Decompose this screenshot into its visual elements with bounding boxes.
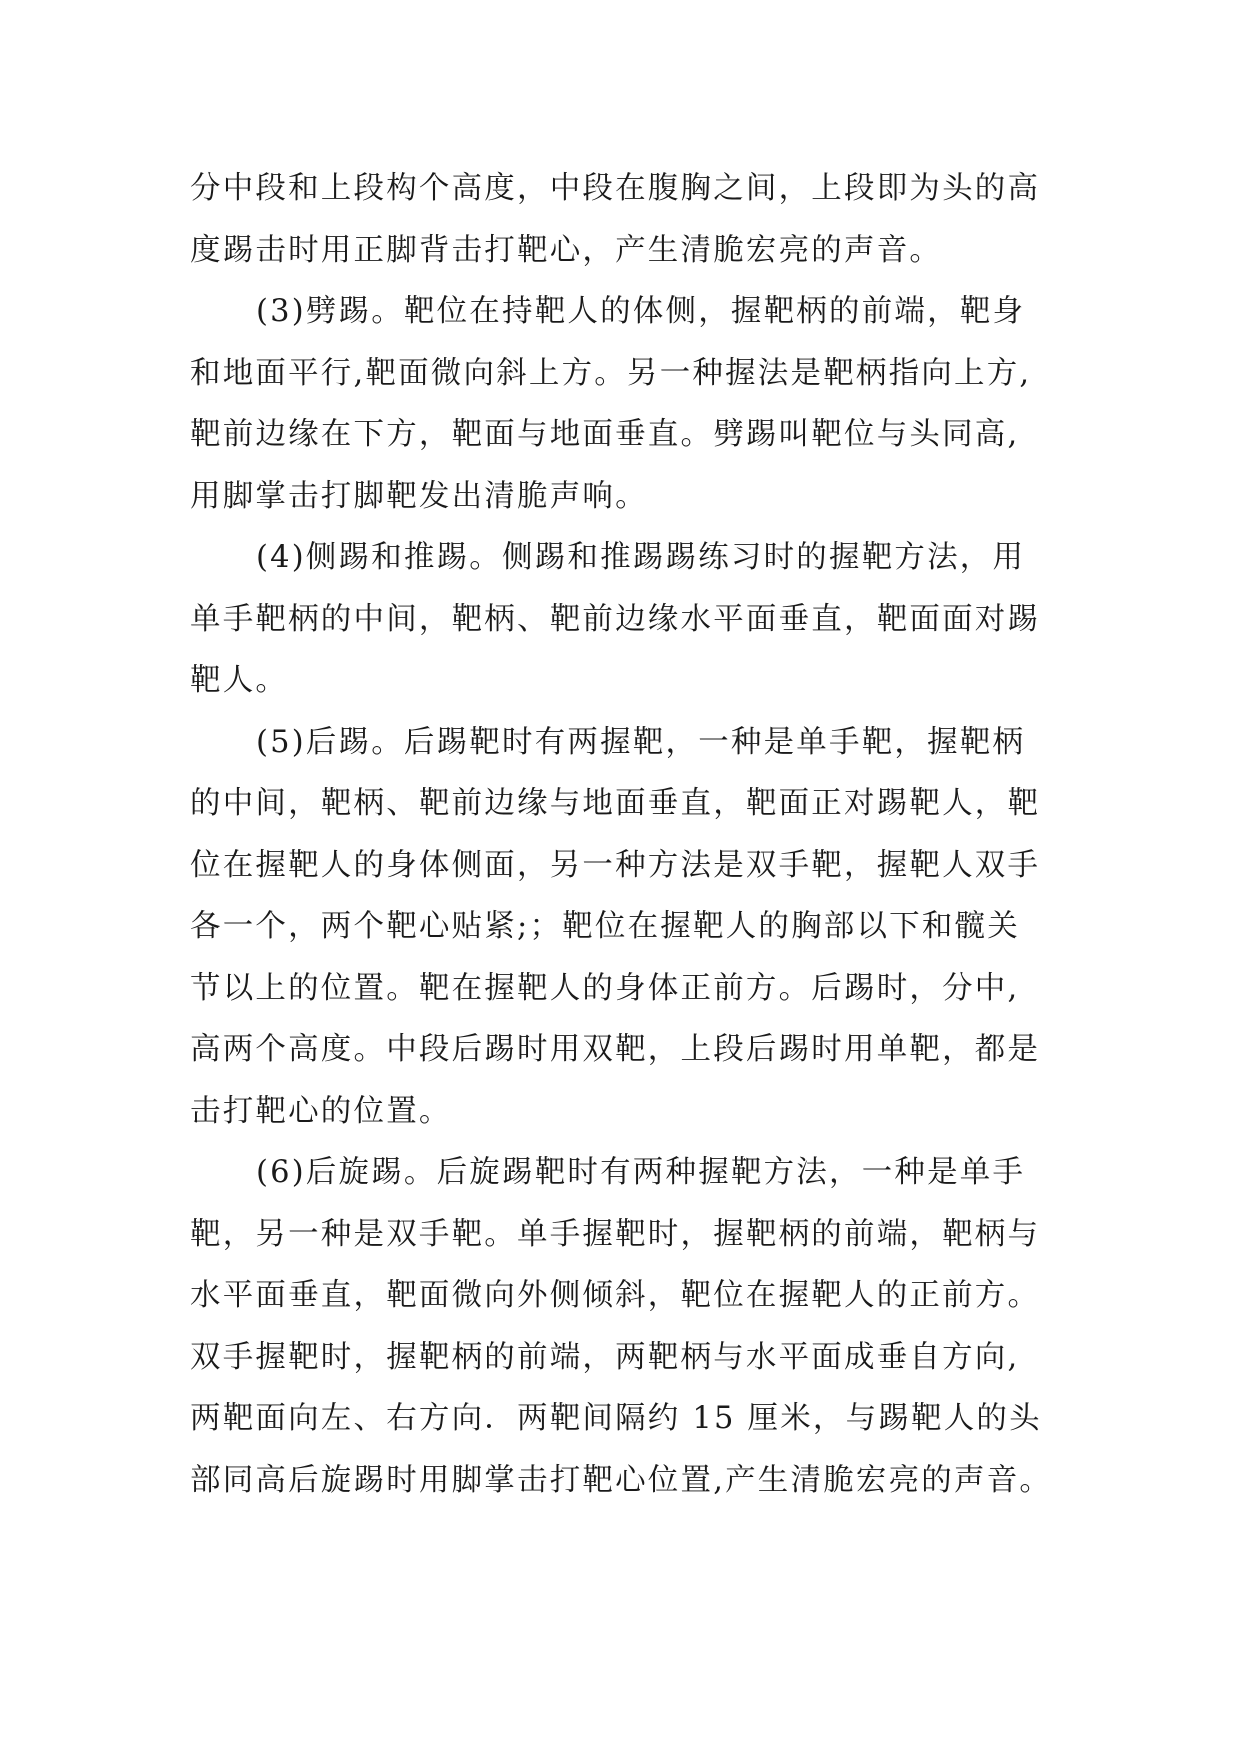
paragraph-start-line: (3)劈踢。靶位在持靶人的体侧，握靶柄的前端，靶身 xyxy=(256,294,1026,329)
text-line: 单手靶柄的中间，靶柄、靶前边缘水平面垂直，靶面面对踢 xyxy=(190,601,1041,637)
text-line: 的中间，靶柄、靶前边缘与地面垂直，靶面正对踢靶人，靶 xyxy=(190,786,1041,821)
text-line: 各一个，两个靶心贴紧;；靶位在握靶人的胸部以下和髋关 xyxy=(190,909,1020,944)
text-line: 度踢击时用正脚背击打靶心，产生清脆宏亮的声音。 xyxy=(190,232,943,268)
text-line: 双手握靶时，握靶柄的前端，两靶柄与水平面成垂自方向, xyxy=(190,1339,1020,1375)
text-line: 节以上的位置。靶在握靶人的身体正前方。后踢时，分中, xyxy=(190,970,1020,1006)
text-line: 水平面垂直，靶面微向外侧倾斜，靶位在握靶人的正前方。 xyxy=(190,1278,1041,1313)
text-line: 靶人。 xyxy=(190,663,289,698)
text-line: 高两个高度。中段后踢时用双靶，上段后踢时用单靶，都是 xyxy=(190,1032,1041,1067)
text-line: 击打靶心的位置。 xyxy=(190,1093,452,1129)
paragraph-start-line: (4)侧踢和推踢。侧踢和推踢踢练习时的握靶方法，用 xyxy=(256,540,1026,575)
text-line: 靶，另一种是双手靶。单手握靶时，握靶柄的前端，靶柄与 xyxy=(190,1216,1041,1252)
text-line: 两靶面向左、右方向．两靶间隔约 15 厘米，与踢靶人的头 xyxy=(190,1401,1042,1436)
paragraph-start-line: (6)后旋踢。后旋踢靶时有两种握靶方法，一种是单手 xyxy=(256,1155,1026,1190)
text-line: 分中段和上段构个高度，中段在腹胸之间，上段即为头的高 xyxy=(190,171,1041,206)
text-line: 用脚掌击打脚靶发出清脆声响。 xyxy=(190,478,648,514)
text-line: 位在握靶人的身体侧面，另一种方法是双手靶，握靶人双手 xyxy=(190,847,1041,883)
paragraph-start-line: (5)后踢。后踢靶时有两握靶，一种是单手靶，握靶柄 xyxy=(256,724,1026,760)
text-line: 靶前边缘在下方，靶面与地面垂直。劈踢叫靶位与头同高, xyxy=(190,417,1020,452)
text-line: 和地面平行,靶面微向斜上方。另一种握法是靶柄指向上方, xyxy=(190,355,1032,391)
text-line: 部同高后旋踢时用脚掌击打靶心位置,产生清脆宏亮的声音。 xyxy=(190,1462,1053,1498)
body-text xyxy=(190,158,1053,1511)
